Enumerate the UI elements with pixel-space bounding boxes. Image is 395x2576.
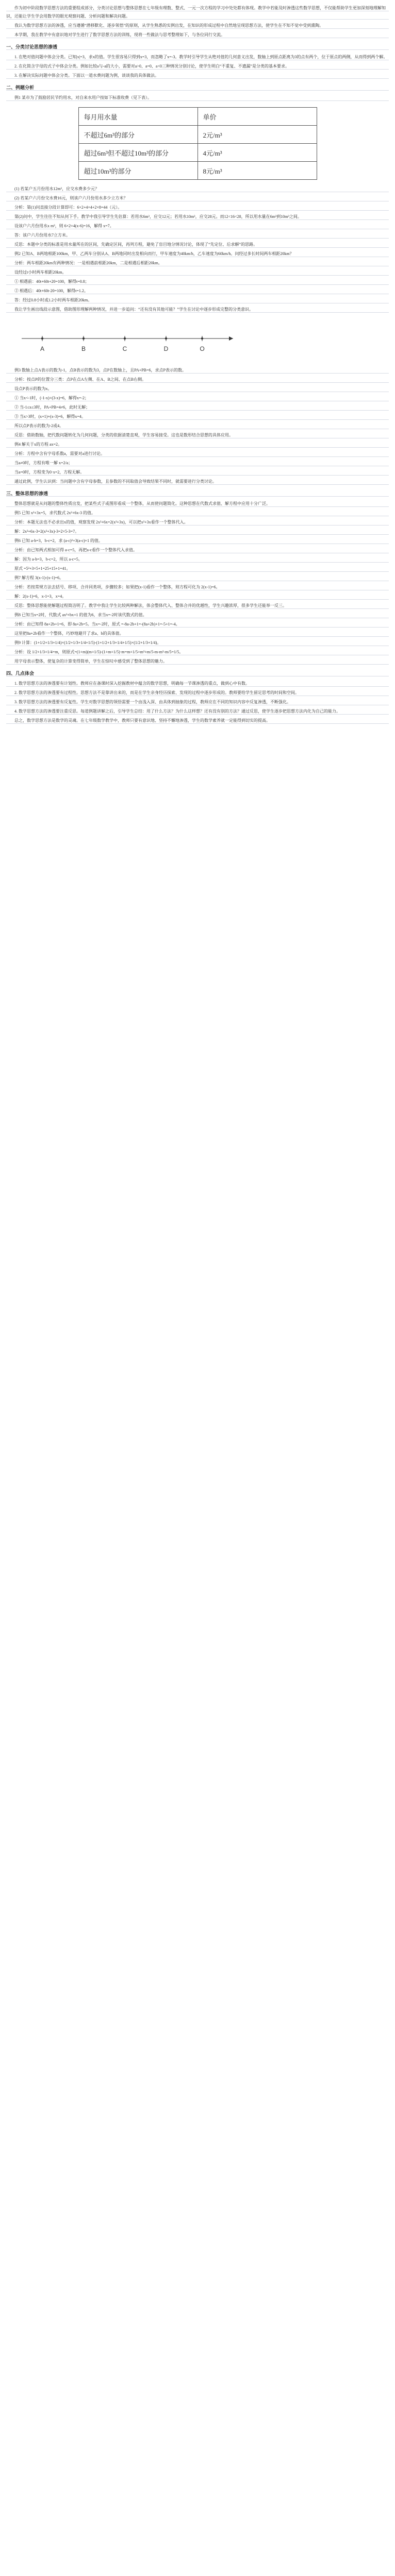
paragraph: 分析：由已知两式相加可得 a-c=5，再把a-c看作一个整体代入求值。 — [6, 546, 389, 554]
section-heading: 一、分类讨论思想的渗透 — [6, 43, 389, 51]
rule-line — [6, 723, 389, 724]
paragraph: 例5 已知 x²+3x=5，求代数式 2x²+6x-3 的值。 — [6, 509, 389, 517]
paragraph: 反思：借助数轴，把代数问题转化为几何问题，分类的依据清楚直观，学生容易接受。这也是数形结合思想的具体应用。 — [6, 431, 389, 439]
rule-line — [6, 275, 389, 276]
number-line-point — [165, 337, 167, 340]
section-heading: 三、整体思想的渗透 — [6, 489, 389, 498]
paragraph: ② 相遇后：40t+60t-20=100，解得t=1.2。 — [6, 287, 389, 295]
paragraph: 例9 计算：(1+1/2+1/3+1/4)×(1/2+1/3+1/4+1/5)-(1+1/2+1/3+1/4+1/5)×(1/2+1/3+1/4)。 — [6, 639, 389, 647]
paragraph: 例3 数轴上点A表示的数为-1，点B表示的数为3，点P在数轴上，且PA+PB=6，求点P表示的数。 — [6, 366, 389, 375]
rule-line — [6, 69, 389, 70]
rule-line — [6, 636, 389, 637]
rule-line — [6, 571, 389, 572]
paragraph: 分析：按点P的位置分三类：点P在点A左侧、在A、B之间、在点B右侧。 — [6, 376, 389, 384]
water-price-table — [78, 107, 317, 180]
number-line-label: A — [40, 345, 45, 352]
paragraph: 当a=0时，方程变为0·x=2，方程无解。 — [6, 468, 389, 477]
rule-line — [6, 49, 389, 50]
paragraph: 我让学生画出线段示意图，借助图形理解两种情况，并进一步追问：“还有没有其他可能？”学生在讨论中逐步形成完整的分类意识。 — [6, 306, 389, 314]
rule-line — [6, 373, 389, 374]
rule-line — [6, 484, 389, 485]
table-cell: 2元/m³ — [198, 126, 317, 144]
rule-line — [6, 284, 389, 285]
table-cell: 4元/m³ — [198, 144, 317, 162]
paragraph: 通过此例，学生认识到：当问题中含有字母参数，且参数的不同取值会导致结果不同时，就需要进行分类讨论。 — [6, 478, 389, 486]
rule-line — [6, 525, 389, 526]
rule-line — [6, 19, 389, 20]
rule-line — [6, 100, 389, 101]
paragraph: 原式 =5²+3×5+1=25+15+1=41。 — [6, 565, 389, 573]
rule-line — [6, 382, 389, 383]
paragraph: 本学期，我在教学中有意识地对学生进行了数学思想方法的训练，现将一些做法与思考整理如下，与各位同行交流。 — [6, 31, 389, 39]
rule-line — [6, 247, 389, 248]
paragraph: (2) 若某户六月份交水费16元，则该户六月份用水多少立方米？ — [6, 194, 389, 202]
number-line-svg — [6, 319, 389, 359]
number-line-point — [124, 337, 126, 340]
table-cell: 不超过6m³的部分 — [78, 126, 198, 144]
rule-line — [6, 664, 389, 665]
table-row — [78, 144, 317, 162]
paragraph: ② 当-1≤x≤3时，PA+PB=4≠6，此时无解； — [6, 403, 389, 412]
rule-line — [6, 312, 389, 313]
section-heading: 四、几点体会 — [6, 669, 389, 677]
paragraph: 答：该户六月份用水7立方米。 — [6, 231, 389, 240]
paragraph: 解：2x²+6x-3=2(x²+3x)-3=2×5-3=7。 — [6, 528, 389, 536]
rule-line — [6, 599, 389, 600]
paragraph: 答：经过0.8小时或1.2小时两车相距20km。 — [6, 296, 389, 304]
number-line-figure — [6, 319, 389, 359]
table-cell: 超过10m³的部分 — [78, 162, 198, 180]
paragraph: 分析：本题无法也不必求出x的值，观察发现 2x²+6x=2(x²+3x)，可以把x²+3x看作一个整体代入。 — [6, 518, 389, 527]
rule-line — [6, 456, 389, 457]
number-line-label: O — [200, 345, 205, 352]
table-cell: 每月用水量 — [78, 108, 198, 126]
rule-line — [6, 562, 389, 563]
rule-line — [6, 419, 389, 420]
paragraph: 1. 数学思想方法的渗透要有计划性。教师应在备课时深入挖掘教材中蕴含的数学思想，明确每一节课渗透的重点，做到心中有数。 — [6, 680, 389, 688]
rule-line — [6, 475, 389, 476]
paragraph: 这里把8a+2b看作一个整体，巧妙地避开了求a、b的具体值。 — [6, 630, 389, 638]
rule-line — [6, 506, 389, 507]
paragraph: 设经过t小时两车相距20km。 — [6, 268, 389, 277]
paragraph: 当a≠0时，方程有唯一解 x=2/a； — [6, 459, 389, 467]
paragraph: 反思：整体思想能使解题过程简洁明了。教学中我让学生比较两种解法，体会整体代入、整体合并的优越性，学生兴趣浓厚，很多学生还能举一反三。 — [6, 602, 389, 610]
rule-line — [6, 210, 389, 211]
paragraph: 我认为数学思想方法的渗透，应当遵循“潜移默化、逐步领悟”的原则，从学生熟悉的实例出发，在知识的形成过程中自然地呈现思想方法，使学生在不知不觉中受到熏陶。 — [6, 22, 389, 30]
rule-line — [6, 238, 389, 239]
rule-line — [6, 28, 389, 29]
paragraph: 用字母表示整体，使复杂的计算变得简单，学生在惊叹中感受到了整体思想的魅力。 — [6, 657, 389, 666]
paragraph: 例1 某市为了鼓励居民节约用水，对自来水用户按如下标准收费（见下表）。 — [6, 94, 389, 102]
paragraph: 作为初中阶段数学思想方法的重要组成部分，分类讨论思想与整体思想在七年级有理数、整式、一元一次方程的学习中处处都有体现。教学中若能及时渗透这些数学思想，不仅能帮助学生更加深刻地理解知识，还能让学生学会用数学的眼光观察问题、分析问题和解决问题。 — [6, 4, 389, 21]
arrow-right-icon — [229, 336, 233, 341]
paragraph: 分析：两车相距20km有两种情况：一是相遇前相距20km，二是相遇后相距20km。 — [6, 259, 389, 267]
paragraph: 设点P表示的数为x。 — [6, 385, 389, 393]
number-line-point — [83, 337, 85, 340]
paragraph: (1) 若某户五月份用水12m³，应交水费多少元？ — [6, 185, 389, 193]
paragraph: 1. 在绝对值问题中体会分类。已知|x|=3，求x的值。学生很容易只得到x=3，而忽略了x=-3。教学时引导学生从绝对值的几何意义出发，数轴上到原点距离为3的点有两个，位于原点的两侧，从而得到两个解。 — [6, 53, 389, 61]
paragraph: 所以点P表示的数为-2或4。 — [6, 422, 389, 430]
paragraph: 分析：若按常规方法去括号、移项、合并同类项，步骤较多；如果把(x-1)看作一个整体，则方程可化为 2(x-1)=6。 — [6, 583, 389, 591]
paragraph: 解：因为 a-b=3，b-c=2，所以 a-c=5。 — [6, 555, 389, 564]
paragraph: 4. 数学思想方法的渗透要注重反思。每道例题讲解之后，引导学生总结：用了什么方法？为什么这样想？还有没有别的方法？通过反思，使学生逐步把思想方法内化为自己的能力。 — [6, 707, 389, 716]
table-cell: 超过6m³但不超过10m³的部分 — [78, 144, 198, 162]
table-cell: 8元/m³ — [198, 162, 317, 180]
table-row — [78, 162, 317, 180]
rule-line — [6, 686, 389, 687]
paragraph: ① 当x<-1时，(-1-x)+(3-x)=6，解得x=-2； — [6, 394, 389, 402]
paragraph: 整体思想就是从问题的整体性质出发，把某些式子或图形看成一个整体，从而使问题简化。这种思想在代数式求值、解方程中应用十分广泛。 — [6, 500, 389, 508]
table-cell: 单价 — [198, 108, 317, 126]
rule-line — [6, 78, 389, 79]
rule-line — [6, 219, 389, 220]
paragraph: 解：2(x-1)=6，x-1=3，x=4。 — [6, 592, 389, 601]
section-heading: 二、例题分析 — [6, 83, 389, 92]
paragraph: 例8 已知当x=2时，代数式 ax³+bx+1 的值为6，求当x=-2时该代数式的值。 — [6, 611, 389, 619]
paragraph: 例2 已知A、B两地相距100km，甲、乙两车分别从A、B两地同时出发相向而行，甲车速度为40km/h，乙车速度为60km/h。问经过多长时间两车相距20km？ — [6, 250, 389, 258]
number-line-point — [201, 337, 203, 340]
paragraph: 第(2)问中，学生往往不知从何下手。教学中我引导学生先估算：若用水6m³，应交12元；若用水10m³，应交28元。而12<16<28，所以用水量在6m³到10m³之间。 — [6, 213, 389, 221]
paragraph: ① 相遇前：40t+60t+20=100，解得t=0.8； — [6, 278, 389, 286]
paragraph: 2. 数学思想方法的渗透要有过程性。思想方法不是靠讲出来的，而是在学生亲身经历探索、发现的过程中逐步形成的。教师要给学生留足思考的时间和空间。 — [6, 689, 389, 697]
paragraph: 反思：本题中分类的标准是用水量所在的区间，先确定区间，再列方程，避免了盲目地分情况讨论，体现了“先定位、后求解”的思路。 — [6, 241, 389, 249]
paragraph: 分析：第(1)问直接分段计算即可：6×2+4×4+2×8=44（元）。 — [6, 204, 389, 212]
paragraph: 3. 数学思想方法的渗透要有反复性。学生对数学思想的领悟需要一个由浅入深、由具体到抽象的过程，教师应在不同的知识内容中反复渗透，不断强化。 — [6, 698, 389, 706]
paragraph: 例4 解关于x的方程 ax=2。 — [6, 440, 389, 449]
paragraph: 2. 在化简含字母的式子中体会分类。例如比较a与-a的大小，需要对a>0、a=0、a<0三种情况分别讨论，使学生明白“不重复、不遗漏”是分类的基本要求。 — [6, 62, 389, 71]
number-line-label: C — [122, 345, 127, 352]
paragraph: 例6 已知 a-b=3，b-c=2，求 (a-c)²+3(a-c)+1 的值。 — [6, 537, 389, 545]
table-row — [78, 126, 317, 144]
paragraph: 设该户六月份用水x m³，则 6×2+4(x-6)=16，解得 x=7。 — [6, 222, 389, 230]
paragraph: 例7 解方程 3(x-1)-(x-1)=6。 — [6, 574, 389, 582]
rule-line — [6, 90, 389, 91]
rule-line — [6, 714, 389, 715]
table-row — [78, 108, 317, 126]
rule-line — [6, 608, 389, 609]
paragraph: 总之，数学思想方法是数学的灵魂。在七年级数学教学中，教师只要有意识地、坚持不懈地渗透，学生的数学素养就一定能得到切实的提高。 — [6, 717, 389, 725]
paragraph: 3. 在解决实际问题中体会分类。下面以一道水费问题为例，谈谈我的具体做法。 — [6, 72, 389, 80]
paragraph: 分析：设 1/2+1/3+1/4=m，则原式=(1+m)(m+1/5)-(1+m+1/5)·m=m+1/5+m²+m/5-m-m²-m/5=1/5。 — [6, 648, 389, 656]
rule-line — [6, 447, 389, 448]
rule-line — [6, 496, 389, 497]
number-line-label: B — [81, 345, 86, 352]
rule-line — [6, 534, 389, 535]
paragraph: ③ 当x>3时，(x+1)+(x-3)=6，解得x=4。 — [6, 413, 389, 421]
rule-line — [6, 410, 389, 411]
paragraph: 分析：方程中含有字母系数a，需要对a进行讨论。 — [6, 450, 389, 458]
rule-line — [6, 627, 389, 628]
number-line-point — [41, 337, 43, 340]
paragraph: 分析：由已知得 8a+2b+1=6，即 8a+2b=5。当x=-2时，原式 =-8a-2b+1=-(8a+2b)+1=-5+1=-4。 — [6, 620, 389, 629]
number-line-label: D — [163, 345, 169, 352]
